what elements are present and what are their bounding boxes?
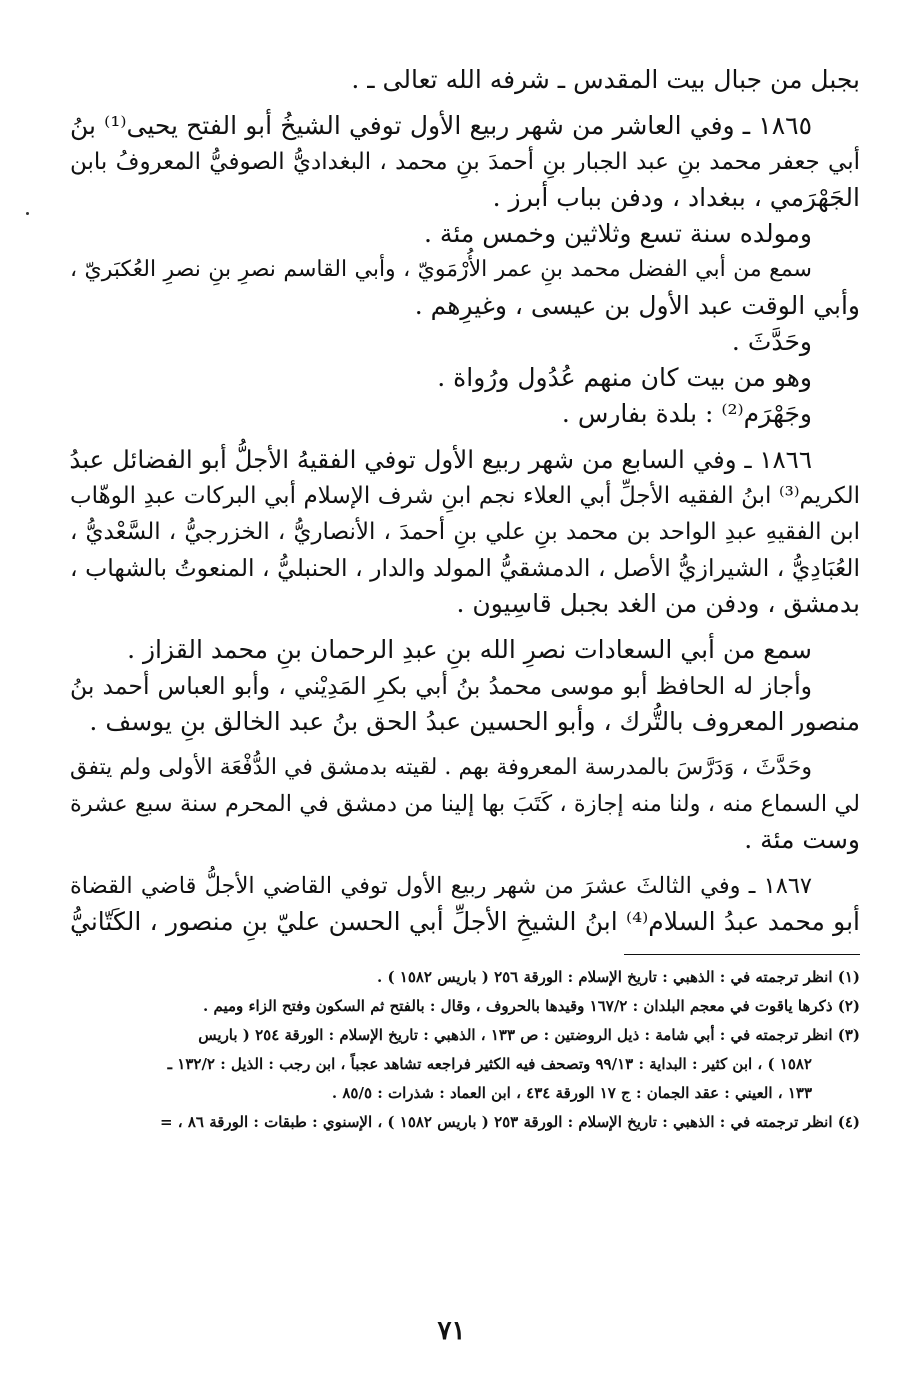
body-line: ابن الفقيهِ عبدِ الواحد بن محمد بنِ علي بنِ أحمدَ ، الأنصاريُّ ، الخزرجيُّ ، السَّعْديُّ ، [70,519,860,545]
body-line: وهو من بيت كان منهم عُدُول ورُواة . [437,363,812,392]
footnote-line: (١) انظر ترجمته في : الذهبي : تاريخ الإسلام : الورقة ٢٥٦ ( باريس ١٥٨٢ ) . [377,968,860,986]
entry-1866-heading: ١٨٦٦ ـ وفي السابع من شهر ربيع الأول توفي الفقيهُ الأجلُّ أبو الفضائل عبدُ [69,445,812,474]
entry-1867-heading: ١٨٦٧ ـ وفي الثالثَ عشرَ من شهر ربيع الأول توفي القاضي الأجلُّ قاضي القضاة [70,873,812,899]
scan-speck [26,212,29,215]
body-line: الجَهْرَمي ، ببغداد ، ودفن بباب أبرز . [492,183,860,212]
footnote-separator [624,954,860,955]
body-line: منصور المعروف بالتُّرك ، وأبو الحسين عبدُ الحق بنُ عبد الخالق بنِ يوسف . [89,707,860,736]
body-line: سمع من أبي الفضل محمد بنِ عمر الأُرْمَويّ ، وأبي القاسم نصرِ بنِ نصرِ العُكبَريّ ، [70,257,812,282]
body-line: ومولده سنة تسع وثلاثين وخمس مئة . [424,219,812,248]
entry-1865-heading: ١٨٦٥ ـ وفي العاشر من شهر ربيع الأول توفي الشيخُ أبو الفتح يحيى⁽¹⁾ بنُ [70,111,813,140]
footnote-line: (٣) انظر ترجمته في : أبي شامة : ذيل الروضتين : ص ١٣٣ ، الذهبي : تاريخ الإسلام : الورقة ٢٥٤ ( باريس [198,1026,860,1044]
footnote-line: ١٥٨٢ ) ، ابن كثير : البداية : ٩٩/١٣ وتصحف فيه الكثير فراجعه تشاهد عجباً ، ابن رجب : الذيل : ١٣٢/٢ ـ [167,1055,812,1073]
body-line: سمع من أبي السعادات نصرِ الله بنِ عبدِ الرحمان بنِ محمد القزاز . [127,635,812,664]
body-line: العُبَادِيُّ ، الشيرازيُّ الأصل ، الدمشقيُّ المولد والدار ، الحنبليُّ ، المنعوتُ بالشهاب ، [70,554,860,582]
body-line: أبو محمد عبدُ السلام⁽⁴⁾ ابنُ الشيخِ الأجلِّ أبي الحسن عليّ بنِ منصور ، الكَتّانيُّ [70,907,860,936]
footnote-line: ١٣٣ ، العيني : عقد الجمان : ج ١٧ الورقة ٤٣٤ ، ابن العماد : شذرات : ٨٥/٥ . [331,1084,812,1102]
body-line: لي السماع منه ، ولنا منه إجازة ، كَتَبَ بها إلينا من دمشق في المحرم سنة سبع عشرة [70,791,860,817]
footnote-line: (٢) ذكرها ياقوت في معجم البلدان : ١٦٧/٢ وقيدها بالحروف ، وقال : بالفتح ثم السكون وفتح الزاء وميم . [203,997,860,1015]
body-line: وحَدَّثَ . [731,327,812,356]
body-line: وجَهْرَم⁽²⁾ : بلدة بفارس . [561,399,812,428]
page-number: ٧١ [437,1316,466,1346]
footnote-line: (٤) انظر ترجمته في : الذهبي : تاريخ الإسلام : الورقة ٢٥٣ ( باريس ١٥٨٢ ) ، الإسنوي : طبقات : الورقة ٨٦ ، = [159,1113,860,1131]
body-line: أبي جعفر محمد بنِ عبد الجبار بنِ أحمدَ بنِ محمد ، البغداديُّ الصوفيُّ المعروفُ بابن [70,149,860,175]
body-line: وحَدَّثَ ، وَدَرَّسَ بالمدرسة المعروفة بهم . لقيته بدمشق في الدُّفْعَة الأولى ولم يتفق [70,755,812,780]
book-page [70,62,860,1137]
body-line: وست مئة . [744,825,860,854]
body-line: وأبي الوقت عبد الأول بن عيسى ، وغيرِهم . [414,291,860,320]
body-line: بجبل من جبال بيت المقدس ـ شرفه الله تعالى ـ . [351,65,860,94]
body-line: الكريم⁽³⁾ ابنُ الفقيه الأجلِّ أبي العلاء نجم ابنِ شرف الإسلام أبي البركات عبدِ الوهّاب [70,483,860,509]
body-line: وأجاز له الحافظ أبو موسى محمدُ بنُ أبي بكرِ المَدِيْني ، وأبو العباس أحمد بنُ [70,672,812,700]
body-line: بدمشق ، ودفن من الغد بجبل قاسِيون . [456,589,860,618]
